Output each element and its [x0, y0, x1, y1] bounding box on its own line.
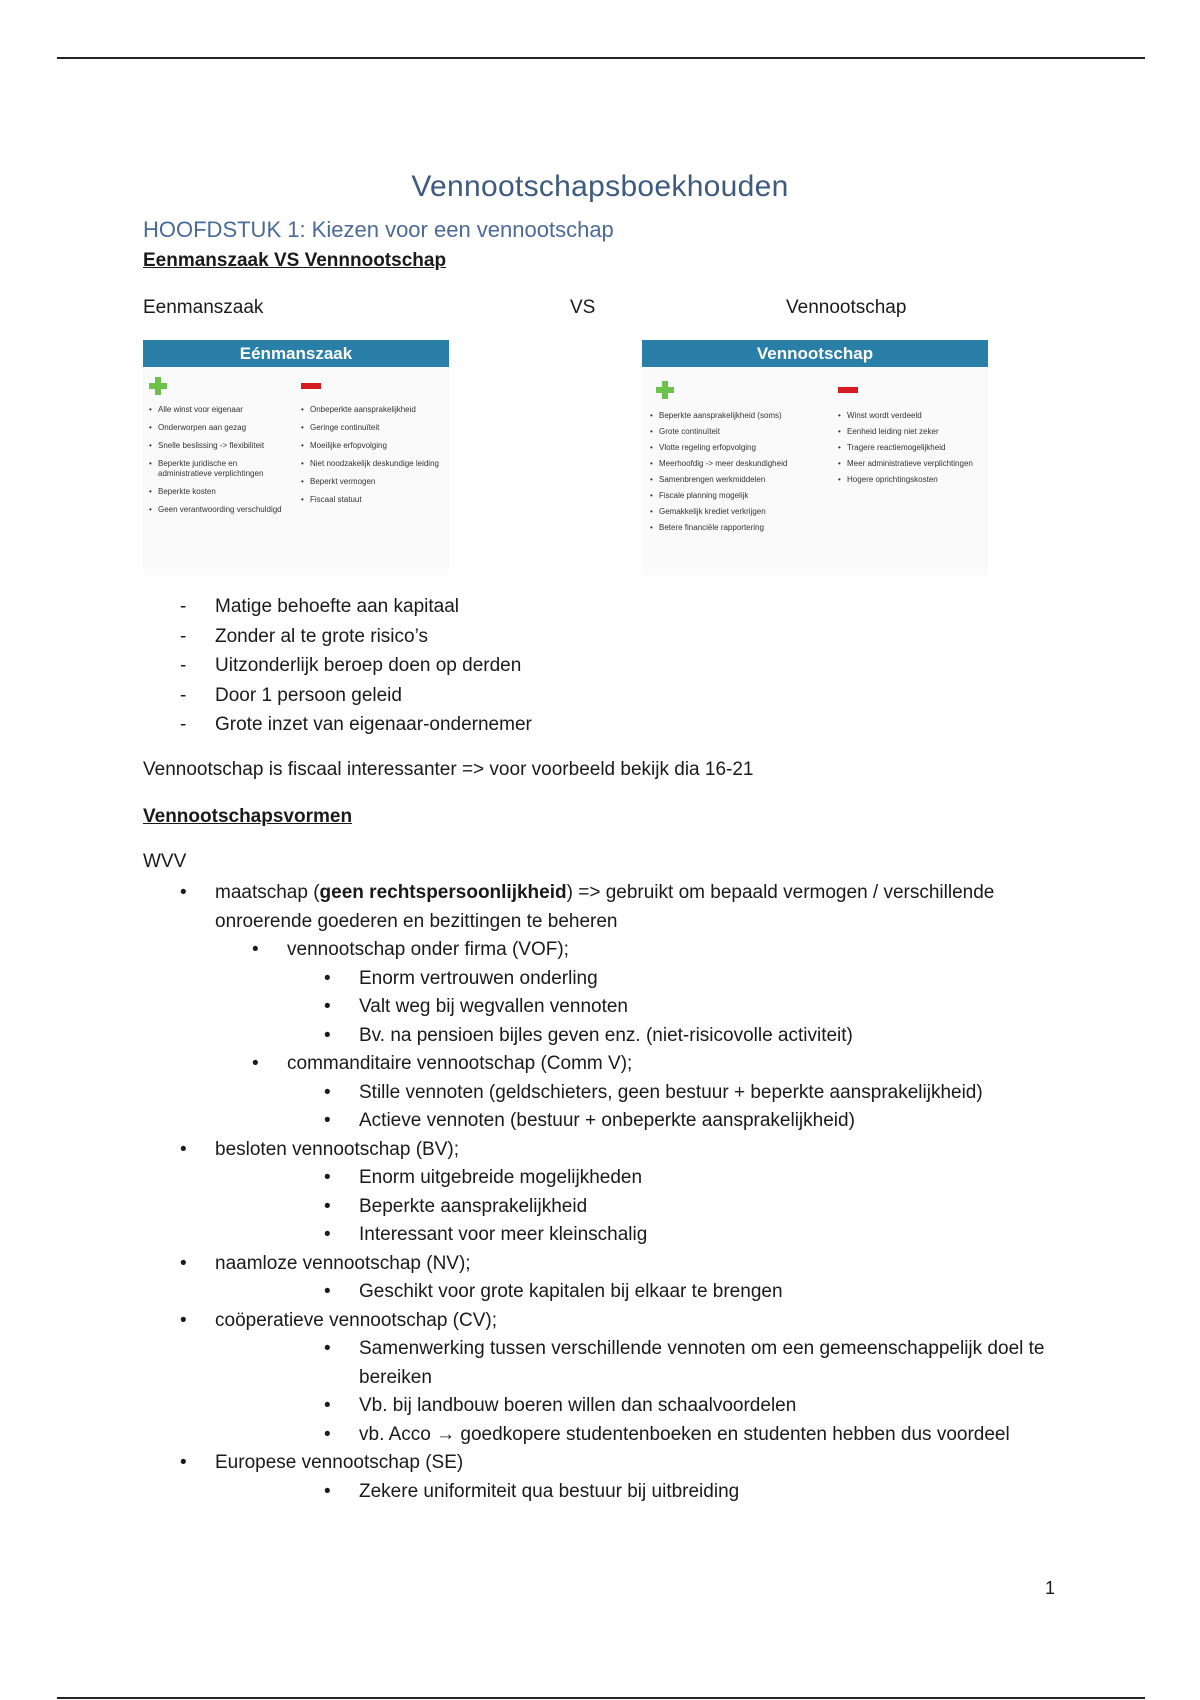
slide-eenmanszaak [143, 340, 449, 575]
list-item: • Bv. na pensioen bijles geven enz. (niet-risicovolle activiteit) [0, 1022, 1059, 1051]
minus-icon [838, 387, 858, 393]
list-item: - Matige behoefte aan kapitaal [180, 596, 532, 626]
list-item: • Beperkte kosten [149, 487, 289, 497]
list-item: • Zekere uniformiteit qua bestuur bij uitbreiding [0, 1478, 1059, 1507]
list-item: • Fiscale planning mogelijk [650, 491, 830, 501]
list-item: • Onbeperkte aansprakelijkheid [301, 405, 441, 415]
minus-icon [301, 383, 321, 389]
list-item: • Tragere reactiemogelijkheid [838, 443, 983, 453]
list-item: • Samenwerking tussen verschillende vennoten om een gemeenschappelijk doel te bereiken [0, 1335, 1059, 1392]
list-item: • Geschikt voor grote kapitalen bij elkaar te brengen [0, 1278, 1059, 1307]
section-heading-forms: Vennootschapsvormen [143, 806, 353, 827]
list-item: • Meerhoofdig -> meer deskundigheid [650, 459, 830, 469]
fiscal-note: Vennootschap is fiscaal interessanter => voor voorbeeld bekijk dia 16-21 [143, 759, 754, 780]
list-item: • Interessant voor meer kleinschalig [0, 1221, 1059, 1250]
wvv-label: WVV [143, 851, 187, 872]
comparison-left-label: Eenmanszaak [143, 297, 264, 318]
list-item: • Gemakkelijk krediet verkrijgen [650, 507, 830, 517]
list-item-se: • Europese vennootschap (SE) [0, 1449, 1055, 1478]
list-item: • Beperkt vermogen [301, 477, 441, 487]
advantages-list [650, 411, 830, 539]
top-rule [57, 57, 1145, 59]
list-item: • Beperkte aansprakelijkheid [0, 1193, 1059, 1222]
disadvantages-list [301, 405, 441, 513]
company-forms-outline [0, 879, 1200, 1506]
list-item: - Zonder al te grote risico’s [180, 626, 532, 656]
list-item: • Onderworpen aan gezag [149, 423, 289, 433]
list-item: • Grote continuïteit [650, 427, 830, 437]
list-item: • Samenbrengen werkmiddelen [650, 475, 830, 485]
page-number: 1 [1045, 1578, 1056, 1598]
slide-header: Vennootschap [642, 340, 988, 367]
text-segment: ) => gebruikt om bepaald vermogen / verschillende onroerende goederen en bezittingen te beheren [215, 882, 995, 932]
plus-icon [149, 377, 167, 395]
list-item: • Eenheid leiding niet zeker [838, 427, 983, 437]
list-item-vof: • vennootschap onder firma (VOF); [0, 936, 1200, 965]
slide-vennootschap [642, 340, 988, 575]
list-item: • Snelle beslissing -> flexibiliteit [149, 441, 289, 451]
list-item: • Vlotte regeling erfopvolging [650, 443, 830, 453]
text-segment-bold: geen rechtspersoonlijkheid [319, 882, 567, 903]
list-item: • Hogere oprichtingskosten [838, 475, 983, 485]
list-item: • Geringe continuïteit [301, 423, 441, 433]
list-item: • Vb. bij landbouw boeren willen dan schaalvoordelen [0, 1392, 1059, 1421]
list-item: • Alle winst voor eigenaar [149, 405, 289, 415]
comparison-right-label: Vennootschap [786, 297, 907, 318]
list-item: • Enorm uitgebreide mogelijkheden [0, 1164, 1059, 1193]
list-item-maatschap [0, 879, 1055, 936]
plus-icon [656, 381, 674, 399]
list-item: • Stille vennoten (geldschieters, geen bestuur + beperkte aansprakelijkheid) [0, 1079, 1059, 1108]
list-item: - Uitzonderlijk beroep doen op derden [180, 655, 532, 685]
list-item: • Niet noodzakelijk deskundige leiding [301, 459, 441, 469]
text-segment: maatschap ( [215, 882, 320, 903]
list-item: • vb. Acco → goedkopere studentenboeken en studenten hebben dus voordeel [0, 1421, 1059, 1450]
comparison-vs-label: VS [570, 297, 596, 318]
list-item-nv: • naamloze vennootschap (NV); [0, 1250, 1055, 1279]
list-item: • Actieve vennoten (bestuur + onbeperkte aansprakelijkheid) [0, 1107, 1059, 1136]
advantages-list [149, 405, 289, 523]
list-item: • Winst wordt verdeeld [838, 411, 983, 421]
list-item-cv: • coöperatieve vennootschap (CV); [0, 1307, 1055, 1336]
chapter-heading: HOOFDSTUK 1: Kiezen voor een vennootschap [143, 217, 614, 242]
criteria-list [180, 596, 532, 744]
list-item: • Meer administratieve verplichtingen [838, 459, 983, 469]
list-item: • Enorm vertrouwen onderling [0, 965, 1059, 994]
list-item: • Fiscaal statuut [301, 495, 441, 505]
list-item: • Beperkte juridische en administratieve verplichtingen [149, 459, 289, 479]
list-item: - Door 1 persoon geleid [180, 685, 532, 715]
document-title: Vennootschapsboekhouden [411, 170, 789, 203]
list-item: • Beperkte aansprakelijkheid (soms) [650, 411, 830, 421]
list-item-commv: • commanditaire vennootschap (Comm V); [0, 1050, 1200, 1079]
slide-header: Eénmanszaak [143, 340, 449, 367]
section-heading-comparison: Eenmanszaak VS Vennnootschap [143, 250, 447, 271]
list-item-bv: • besloten vennootschap (BV); [0, 1136, 1055, 1165]
disadvantages-list [838, 411, 983, 491]
bottom-rule [57, 1697, 1145, 1699]
list-item: • Valt weg bij wegvallen vennoten [0, 993, 1059, 1022]
list-item: - Grote inzet van eigenaar-ondernemer [180, 714, 532, 744]
list-item: • Geen verantwoording verschuldigd [149, 505, 289, 515]
list-item: • Betere financiële rapportering [650, 523, 830, 533]
list-item: • Moeilijke erfopvolging [301, 441, 441, 451]
